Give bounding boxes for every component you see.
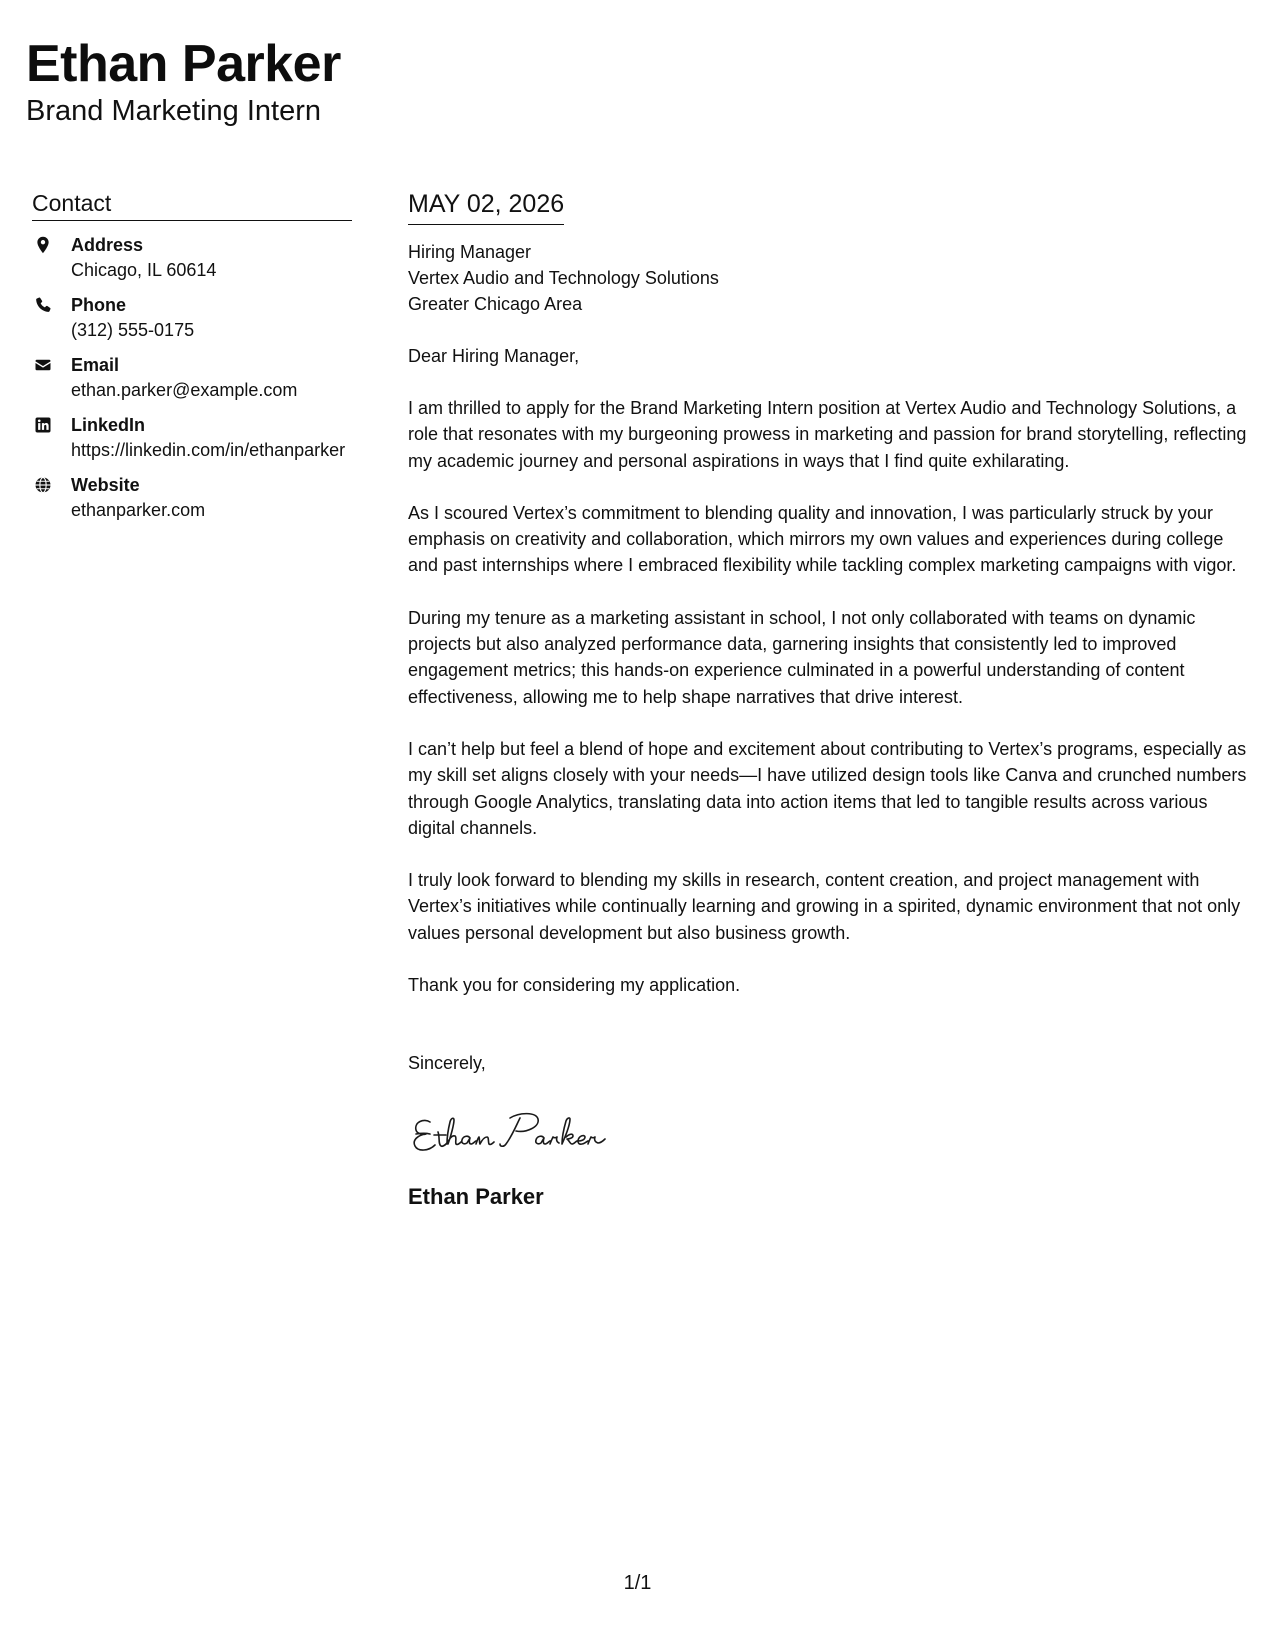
letter-paragraph: I am thrilled to apply for the Brand Marketing Intern position at Vertex Audio and Technology Solutions, a role that resonates with my burgeoning prowess in marketing and passion for brand storytelling, reflecting my academic journey and personal aspirations in ways that I find quite exhilarating.: [408, 398, 1247, 471]
letter-paragraph: I can’t help but feel a blend of hope and excitement about contributing to Vertex’s programs, especially as my skill set aligns closely with your needs—I have utilized design tools like Canva and crunched numbers through Google Analytics, translating data into action items that led to tangible results across various digital channels.: [408, 738, 1247, 838]
letter-body: [408, 188, 1248, 1211]
contact-value: (312) 555-0175: [71, 320, 195, 340]
map-pin-icon: [34, 236, 52, 254]
recipient-block: [408, 239, 1248, 317]
contact-item-phone: [32, 293, 352, 343]
contact-label: Email: [71, 355, 120, 375]
letter-paragraph: I truly look forward to blending my skills in research, content creation, and project management with Vertex’s initiatives while continually learning and growing in a spirited, dynamic environment that not only values personal development but also business growth.: [408, 870, 1241, 943]
signer-name: Ethan Parker: [408, 1184, 544, 1210]
contact-value: ethan.parker@example.com: [71, 380, 298, 400]
letter-paragraph: Thank you for considering my application.: [408, 975, 741, 996]
contact-item-address: [32, 233, 352, 283]
recipient-line: Vertex Audio and Technology Solutions: [408, 268, 719, 288]
contact-label: Phone: [71, 295, 127, 315]
contact-value: https://linkedin.com/in/ethanparker: [71, 440, 346, 460]
letter-date: MAY 02, 2026: [408, 188, 564, 225]
applicant-name: Ethan Parker: [26, 35, 341, 93]
contact-item-website: [32, 473, 352, 523]
handwritten-signature: [408, 1104, 648, 1164]
contact-label: Address: [71, 235, 144, 255]
recipient-line: Hiring Manager: [408, 242, 532, 262]
envelope-icon: [34, 356, 52, 374]
header: [26, 34, 341, 128]
letter-paragraph: As I scoured Vertex’s commitment to blending quality and innovation, I was particularly struck by your emphasis on creativity and collaboration, which mirrors my own values and experiences during college and past internships where I embraced flexibility while tackling complex marketing campaigns with vigor.: [408, 502, 1237, 576]
linkedin-icon: [34, 416, 52, 434]
page-number: 1/1: [623, 1572, 652, 1594]
contact-sidebar: [32, 188, 352, 533]
contact-value: ethanparker.com: [71, 500, 206, 520]
globe-icon: [34, 476, 52, 494]
closing: Sincerely,: [408, 1053, 486, 1074]
contact-item-linkedin: [32, 413, 352, 463]
phone-icon: [34, 296, 52, 314]
contact-list: [32, 233, 352, 523]
letter-paragraph: During my tenure as a marketing assistant in school, I not only collaborated with teams on dynamic projects but also analyzed performance data, garnering insights that consistently led to improved engagement metrics; this hands-on experience culminated in a powerful understanding of content effectiveness, allowing me to help shape narratives that drive interest.: [408, 607, 1196, 707]
job-title: Brand Marketing Intern: [26, 95, 321, 127]
salutation: Dear Hiring Manager,: [408, 346, 580, 366]
recipient-line: Greater Chicago Area: [408, 294, 583, 314]
contact-label: LinkedIn: [71, 415, 146, 435]
contact-item-email: [32, 353, 352, 403]
contact-heading: Contact: [32, 188, 352, 221]
contact-label: Website: [71, 475, 140, 495]
contact-value: Chicago, IL 60614: [71, 260, 217, 280]
